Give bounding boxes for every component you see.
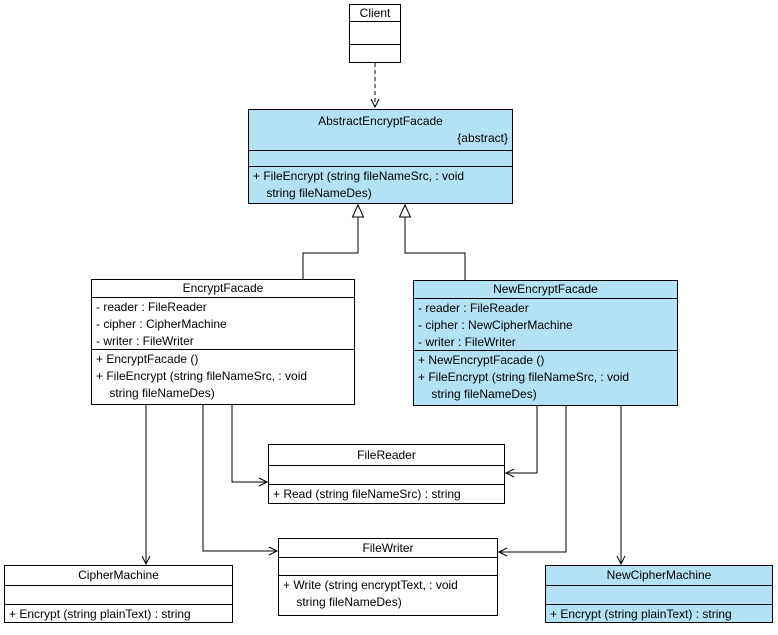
class-title-compartment	[269, 445, 504, 466]
class-file-reader	[268, 444, 505, 504]
attribute-line: - cipher : CipherMachine	[96, 317, 227, 331]
class-title-compartment	[546, 566, 772, 586]
class-title-compartment	[279, 539, 497, 558]
method-line: string fileNameDes)	[253, 186, 372, 200]
class-name: NewCipherMachine	[606, 568, 712, 582]
attribute-line: - writer : FileWriter	[96, 334, 194, 348]
method-line: + FileEncrypt (string fileNameSrc, : void	[418, 370, 630, 384]
method-line: + Encrypt (string plainText) : string	[9, 607, 191, 621]
method-line: + Read (string fileNameSrc) : string	[273, 487, 461, 501]
class-new-cipher-machine	[545, 565, 773, 623]
attributes-compartment	[92, 298, 354, 350]
methods-compartment	[350, 45, 400, 62]
attributes-compartment	[414, 299, 677, 351]
class-title-compartment	[5, 566, 232, 586]
class-name: NewEncryptFacade	[493, 282, 598, 296]
class-title-compartment	[92, 280, 354, 298]
class-name: AbstractEncryptFacade	[318, 114, 443, 128]
methods-compartment	[92, 350, 354, 404]
attributes-compartment	[546, 586, 772, 605]
association-new-encrypt-facade-to-file-reader	[506, 406, 537, 473]
attributes-compartment	[350, 22, 400, 45]
generalization-new-encrypt-facade-extends-abstract	[405, 205, 465, 280]
association-encrypt-facade-to-file-reader	[232, 405, 267, 482]
class-name: EncryptFacade	[182, 281, 264, 295]
methods-compartment	[269, 485, 504, 503]
attribute-line: - writer : FileWriter	[418, 335, 516, 349]
generalization-encrypt-facade-extends-abstract	[303, 205, 358, 279]
attribute-line: - reader : FileReader	[418, 301, 529, 315]
method-line: + NewEncryptFacade ()	[418, 353, 545, 367]
method-line: + Write (string encryptText, : void	[283, 578, 458, 592]
class-name: FileWriter	[362, 540, 414, 555]
method-line: + EncryptFacade ()	[96, 352, 199, 366]
attributes-compartment	[5, 586, 232, 605]
methods-compartment	[249, 167, 512, 203]
class-new-encrypt-facade	[413, 280, 678, 406]
method-line: + FileEncrypt (string fileNameSrc, : void	[253, 169, 465, 183]
attributes-compartment	[279, 558, 497, 576]
class-stereotype: {abstract}	[457, 131, 508, 145]
class-name: Client	[359, 5, 391, 20]
class-client	[349, 4, 401, 63]
class-title-compartment	[414, 281, 677, 299]
class-name: FileReader	[357, 447, 416, 462]
class-encrypt-facade	[91, 279, 355, 405]
class-cipher-machine	[4, 565, 233, 623]
methods-compartment	[279, 576, 497, 615]
class-title-compartment	[350, 5, 400, 22]
attribute-line: - cipher : NewCipherMachine	[418, 318, 573, 332]
class-title-compartment	[249, 110, 512, 151]
association-encrypt-facade-to-file-writer	[203, 405, 277, 551]
class-file-writer	[278, 538, 498, 616]
method-line: + Encrypt (string plainText) : string	[550, 607, 732, 621]
attributes-compartment	[269, 466, 504, 485]
class-name: CipherMachine	[78, 568, 159, 582]
method-line: string fileNameDes)	[96, 386, 215, 400]
attribute-line: - reader : FileReader	[96, 300, 207, 314]
method-line: + FileEncrypt (string fileNameSrc, : void	[96, 369, 308, 383]
attributes-compartment	[249, 151, 512, 167]
methods-compartment	[5, 605, 232, 622]
method-line: string fileNameDes)	[283, 595, 402, 609]
class-abstract-encrypt-facade	[248, 109, 513, 204]
method-line: string fileNameDes)	[418, 387, 537, 401]
methods-compartment	[414, 351, 677, 405]
methods-compartment	[546, 605, 772, 622]
association-new-encrypt-facade-to-file-writer	[499, 406, 566, 552]
